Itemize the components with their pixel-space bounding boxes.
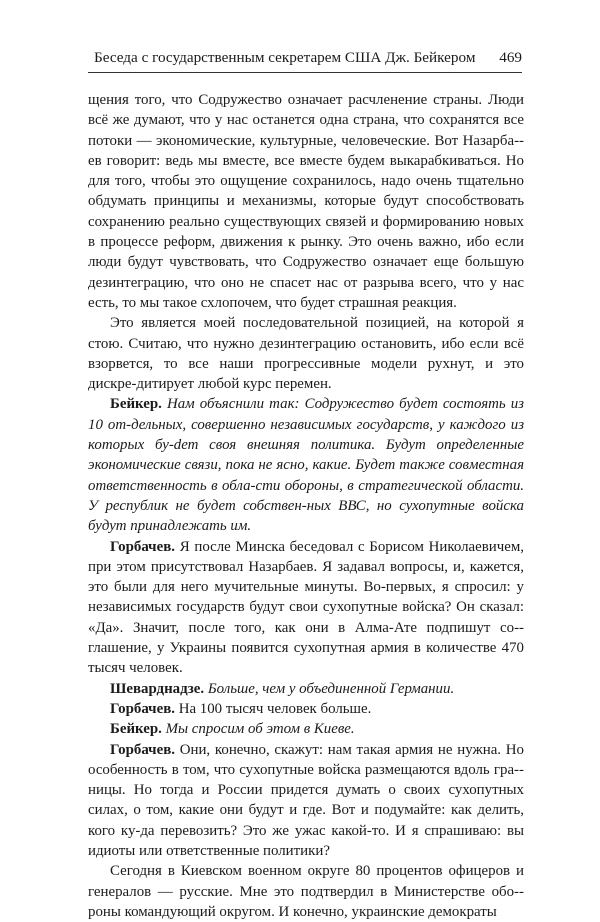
speaker-name: Горбачев. (110, 700, 175, 717)
speech-text: Я после Минска беседовал с Борисом Николаевичем, при этом присутствовал Назарбаев. Я задавал вопросы, и, кажется, это были для него мучительные минуты. Во-первых, я спросил: у независимых государств будут свои сухопутные войска? Он сказал: «Да». Значит, после того, как они в Алма-Ате подпишут со-глашение, у Украины появится сухопутная армия в количестве 470 тысяч человек. (88, 538, 524, 677)
dialogue-line (88, 679, 524, 699)
paragraph (88, 861, 524, 922)
body-text (88, 90, 524, 922)
speech-text: Они, конечно, скажут: нам такая армия не нужна. Но особенность в том, что сухопутные войска размещаются вдоль гра-ницы. Но тогда и России придется думать о своих сухопутных силах, о том, какие они будут и где. Вот и подумайте: как делить, кого ку-да перевозить? Это же ужас какой-то. И я спрашиваю: вы идиоты или ответственные политики? (88, 741, 524, 859)
speech-text: Больше, чем у объединенной Германии. (207, 680, 455, 697)
speech-text: Мы спросим об этом в Киеве. (165, 721, 355, 738)
page-number: 469 (499, 49, 522, 66)
speaker-name: Горбачев. (110, 741, 175, 758)
paragraph-text: Сегодня в Киевском военном округе 80 процентов офицеров и генералов — русские. Мне это подтвердил в Министерстве обо-роны командующий округом. И конечно, украинские демократы (88, 863, 524, 920)
speech-text: Нам объяснили так: Содружество будет состоять из 10 от-дельных, совершенно независимых государств, у каждого из которых бу-dет своя внешняя политика. Будут определенные экономические связи, пока не ясно, какие. Будет также совместная ответственность в обла-сти обороны, в стратегической области. У республик не будет собствен-ных ВВС, но сухопутные войска будут принадлежать им. (88, 396, 524, 535)
dialogue-line (88, 394, 524, 536)
header-rule (88, 72, 522, 73)
paragraph (88, 90, 524, 313)
dialogue-line (88, 537, 524, 679)
speaker-name: Горбачев. (110, 538, 175, 555)
paragraph (88, 313, 524, 394)
header-title: Беседа с государственным секретарем США Дж. Бейкером (94, 49, 476, 66)
speaker-name: Бейкер. (110, 721, 162, 738)
dialogue-line (88, 699, 524, 719)
speaker-name: Бейкер. (110, 396, 162, 413)
dialogue-line (88, 740, 524, 862)
paragraph-text: щения того, что Содружество означает расчленение страны. Люди всё же думают, что у нас останется одна страна, что сохранятся все потоки — экономические, культурные, человеческие. Вот Назарба-ев говорит: ведь мы вместе, все вместе будем выкарабкиваться. Но для того, чтобы это ощущение сохранилось, надо очень тщательно обдумать принципы и механизмы, которые будут способствовать сохранению реально существующих связей и формированию новых в процессе реформ, движения к рынку. Это очень важно, ибо если люди будут чувствовать, что Содружество означает еще большую дезинтеграцию, что оно не спасет нас от разрыва всего, что у нас есть, то мы такое схлопочем, что будет страшная реакция. (88, 92, 524, 311)
speaker-name: Шеварднадзе. (110, 680, 205, 697)
paragraph-text: Это является моей последовательной позицией, на которой я стою. Считаю, что нужно дезинтеграцию остановить, ибо если всё взорвется, то все наши прогрессивные модели рухнут, и это дискре-дитирует любой курс перемен. (88, 315, 524, 393)
speech-text: На 100 тысяч человек больше. (178, 700, 372, 717)
dialogue-line (88, 719, 524, 739)
